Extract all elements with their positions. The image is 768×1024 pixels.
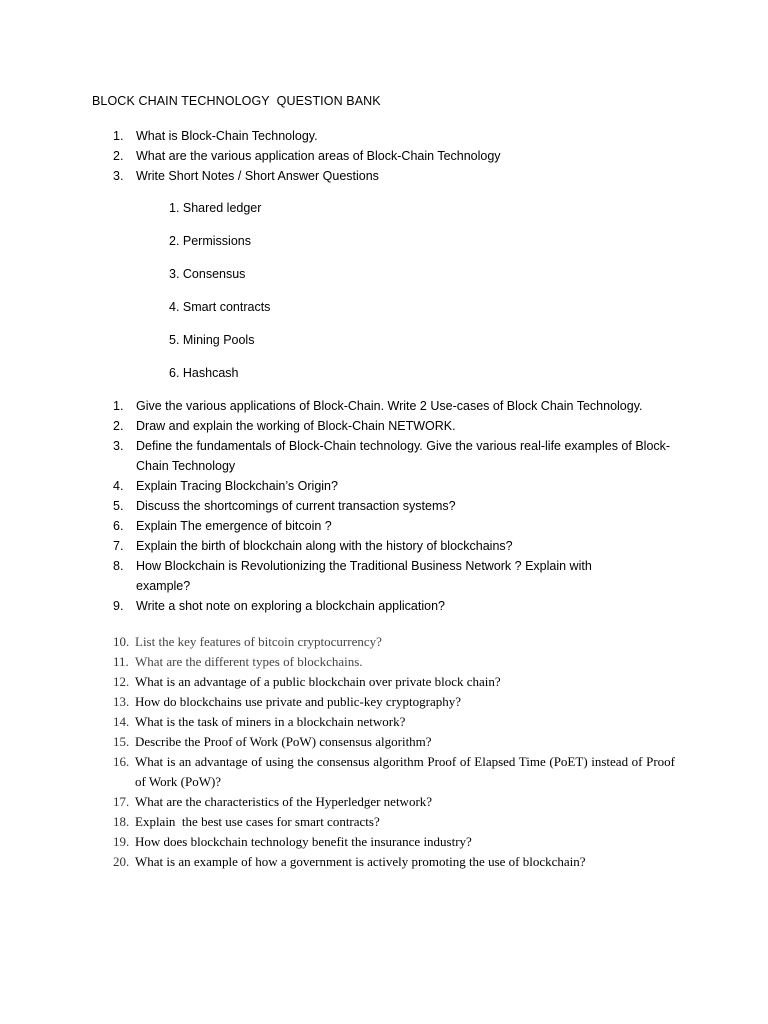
item-number: 7. <box>113 539 124 553</box>
item-number: 14. <box>113 714 130 729</box>
item-number: 15. <box>113 734 130 749</box>
item-text: Describe the Proof of Work (PoW) consensus algorithm? <box>135 734 432 749</box>
topic-item: 2. Permissions <box>169 234 251 248</box>
item-number: 11. <box>113 654 129 669</box>
item-text: What are the various application areas of Block-Chain Technology <box>136 149 501 163</box>
item-text: Write a shot note on exploring a blockchain application? <box>136 599 445 613</box>
topic-item: 6. Hashcash <box>169 366 239 380</box>
item-number: 1. <box>113 399 124 413</box>
item-number: 13. <box>113 694 130 709</box>
item-text: Draw and explain the working of Block-Chain NETWORK. <box>136 419 456 433</box>
item-number: 10. <box>113 634 130 649</box>
item-number: 20. <box>113 854 130 869</box>
topic-item: 3. Consensus <box>169 267 246 281</box>
item-text: How does blockchain technology benefit the insurance industry? <box>135 834 472 849</box>
topic-item: 4. Smart contracts <box>169 300 271 314</box>
item-text: What are the characteristics of the Hyperledger network? <box>135 794 433 809</box>
topic-item: 5. Mining Pools <box>169 333 255 347</box>
item-number: 2. <box>113 419 124 433</box>
item-text: Explain the birth of blockchain along with the history of blockchains? <box>136 539 513 553</box>
item-number: 16. <box>113 754 130 769</box>
item-text: What is an advantage of a public blockchain over private block chain? <box>135 674 501 689</box>
item-text: What is an advantage of using the consensus algorithm Proof of Elapsed Time (PoET) instead of Proof of Work (PoW)? <box>135 754 675 789</box>
item-text: How Blockchain is Revolutionizing the Traditional Business Network ? Explain with example? <box>136 559 592 593</box>
item-number: 19. <box>113 834 130 849</box>
item-text: What is an example of how a government is actively promoting the use of blockchain? <box>135 854 586 869</box>
item-text: Discuss the shortcomings of current transaction systems? <box>136 499 456 513</box>
item-number: 17. <box>113 794 130 809</box>
item-number: 12. <box>113 674 130 689</box>
item-text: Explain The emergence of bitcoin ? <box>136 519 332 533</box>
item-number: 2. <box>113 149 124 163</box>
item-number: 4. <box>113 479 124 493</box>
document-title: BLOCK CHAIN TECHNOLOGY QUESTION BANK <box>92 94 381 108</box>
item-text: What are the different types of blockchains. <box>135 654 363 669</box>
item-number: 18. <box>113 814 130 829</box>
item-text: How do blockchains use private and public-key cryptography? <box>135 694 461 709</box>
item-text: Give the various applications of Block-Chain. Write 2 Use-cases of Block Chain Technology. <box>136 399 643 413</box>
item-number: 3. <box>113 439 124 453</box>
item-number: 1. <box>113 129 124 143</box>
short-notes-topics <box>169 199 270 397</box>
item-text: Define the fundamentals of Block-Chain technology. Give the various real-life examples of Block-Chain Technology <box>136 439 671 473</box>
item-number: 6. <box>113 519 124 533</box>
item-number: 5. <box>113 499 124 513</box>
item-text: List the key features of bitcoin cryptocurrency? <box>135 634 382 649</box>
topic-item: 1. Shared ledger <box>169 201 262 215</box>
item-text: What is the task of miners in a blockchain network? <box>135 714 406 729</box>
item-number: 8. <box>113 559 124 573</box>
item-number: 3. <box>113 169 124 183</box>
item-text: What is Block-Chain Technology. <box>136 129 318 143</box>
item-number: 9. <box>113 599 124 613</box>
item-text: Write Short Notes / Short Answer Questions <box>136 169 379 183</box>
item-text: Explain Tracing Blockchain’s Origin? <box>136 479 338 493</box>
item-text: Explain the best use cases for smart contracts? <box>135 814 380 829</box>
